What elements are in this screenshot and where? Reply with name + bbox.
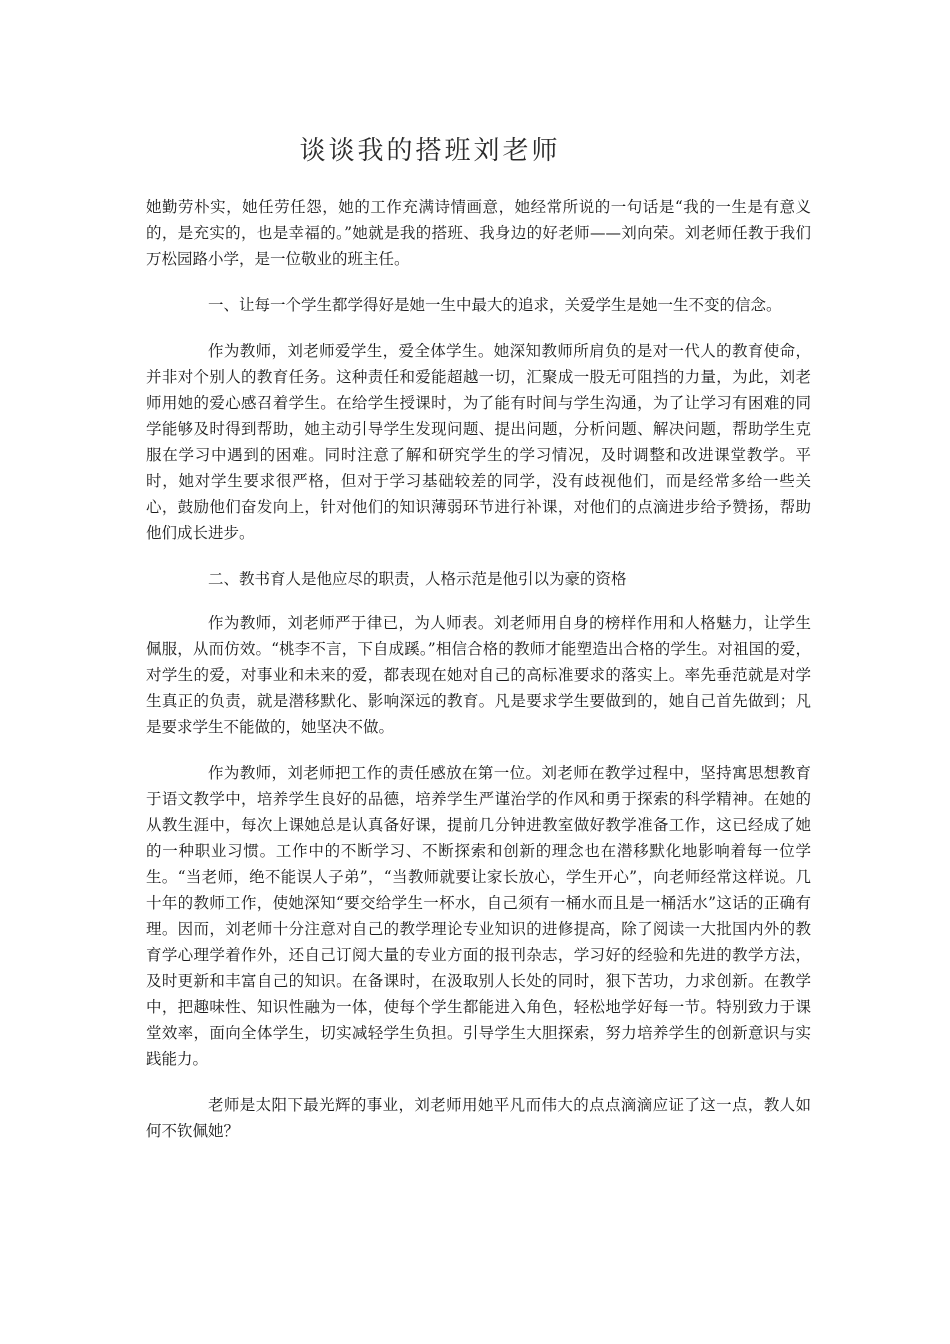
paragraph-intro: 她勤劳朴实，她任劳任怨，她的工作充满诗情画意，她经常所说的一句话是“我的一生是有意义的，是充实的，也是幸福的。”她就是我的搭班、我身边的好老师——刘向荣。刘老师任教于我们万松园路小学，是一位敬业的班主任。 — [146, 198, 811, 268]
paragraph-love-students: 作为教师，刘老师爱学生，爱全体学生。她深知教师所肩负的是对一代人的教育使命，并非对个别人的教育任务。这种责任和爱能超越一切，汇聚成一股无可阻挡的力量，为此，刘老师用她的爱心感召着学生。在给学生授课时，为了能有时间与学生沟通，为了让学习有困难的同学能够及时得到帮助，她主动引导学生发现问题、提出问题，分析问题、解决问题，帮助学生克服在学习中遇到的困难。同时注意了解和研究学生的学习情况，及时调整和改进课堂教学。平时，她对学生要求很严格，但对于学习基础较差的同学，没有歧视他们，而是经常多给一些关心，鼓励他们奋发向上，针对他们的知识薄弱环节进行补课，对他们的点滴进步给予赞扬，帮助他们成长进步。 — [146, 342, 811, 542]
document-body — [146, 194, 811, 1144]
paragraph-role-model: 作为教师，刘老师严于律已，为人师表。刘老师用自身的榜样作用和人格魅力，让学生佩服，从而仿效。“桃李不言，下自成蹊。”相信合格的教师才能塑造出合格的学生。对祖国的爱，对学生的爱，对事业和未来的爱，都表现在她对自己的高标准要求的落实上。率先垂范就是对学生真正的负责，就是潜移默化、影响深远的教育。凡是要求学生要做到的，她自己首先做到；凡是要求学生不能做的，她坚决不做。 — [146, 614, 811, 736]
section-heading-1: 一、让每一个学生都学得好是她一生中最大的追求，关爱学生是她一生不变的信念。 — [208, 296, 782, 314]
paragraph-responsibility: 作为教师，刘老师把工作的责任感放在第一位。刘老师在教学过程中，坚持寓思想教育于语文教学中，培养学生良好的品德，培养学生严谨治学的作风和勇于探索的科学精神。在她的从教生涯中，每次上课她总是认真备好课，提前几分钟进教室做好教学准备工作，这已经成了她的一种职业习惯。工作中的不断学习、不断探索和创新的理念也在潜移默化地影响着每一位学生。“当老师，绝不能误人子弟”，“当教师就要让家长放心，学生开心”，向老师经常这样说。几十年的教师工作，使她深知“要交给学生一杯水，自己须有一桶水而且是一桶活水”这话的正确有理。因而，刘老师十分注意对自己的教学理论专业知识的进修提高，除了阅读一大批国内外的教育学心理学着作外，还自己订阅大量的专业方面的报刊杂志，学习好的经验和先进的教学方法，及时更新和丰富自己的知识。在备课时，在汲取别人长处的同时，狠下苦功，力求创新。在教学中，把趣味性、知识性融为一体，使每个学生都能进入角色，轻松地学好每一节。特别致力于课堂效率，面向全体学生，切实减轻学生负担。引导学生大胆探索，努力培养学生的创新意识与实践能力。 — [146, 764, 811, 1068]
section-heading-2: 二、教书育人是他应尽的职责，人格示范是他引以为豪的资格 — [208, 570, 627, 588]
paragraph-conclusion: 老师是太阳下最光辉的事业，刘老师用她平凡而伟大的点点滴滴应证了这一点，教人如何不钦佩她？ — [146, 1096, 811, 1140]
document-title: 谈谈我的搭班刘老师 — [299, 136, 561, 166]
